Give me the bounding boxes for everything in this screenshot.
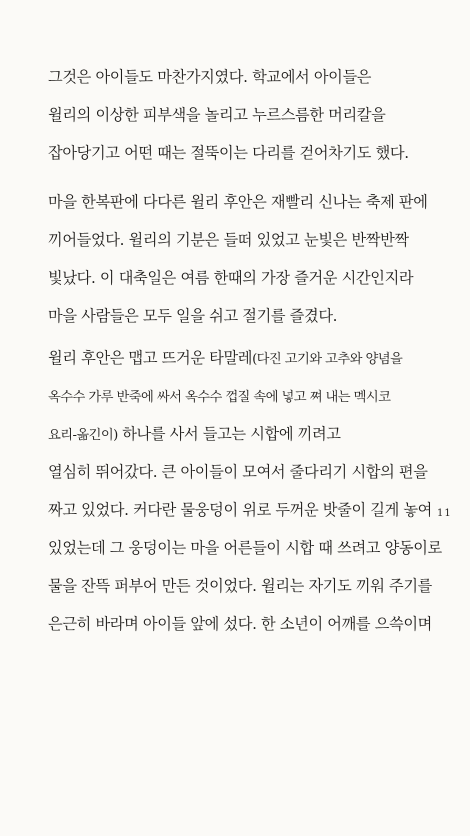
paragraph: [48, 58, 440, 172]
text-line: 빛났다. 이 대축일은 여름 한때의 가장 즐거운 시간인지라: [48, 269, 414, 287]
text-line: 은근히 바라며 아이들 앞에 섰다. 한 소년이 어깨를 으쓱이며: [48, 615, 433, 633]
text-line: 잡아당기고 어떤 때는 절뚝이는 다리를 걷어차기도 했다.: [48, 144, 409, 162]
translator-note: 요리-옮긴이): [48, 428, 118, 443]
text-line: 있었는데 그 웅덩이는 마을 어른들이 시합 때 쓰려고 양동이로: [48, 539, 442, 557]
text-line: [48, 377, 440, 415]
line-text: 윌리 후안은 맵고 뜨거운 타말레: [48, 349, 253, 367]
text-line: 짜고 있었다. 커다란 물웅덩이 위로 두꺼운 밧줄이 길게 놓여: [48, 501, 433, 519]
line-text: 하나를 사서 들고는 시합에 끼려고: [117, 425, 341, 443]
text-line: 열심히 뛰어갔다. 큰 아이들이 모여서 줄다리기 시합의 편을: [48, 463, 428, 481]
text-line: [48, 415, 440, 453]
translator-note: (다진 고기와 고추와 양념을: [252, 352, 403, 367]
text-line: 윌리의 이상한 피부색을 놀리고 누르스름한 머리칼을: [48, 106, 386, 124]
page-number: 11: [437, 508, 452, 519]
text-line: 끼어들었다. 윌리의 기분은 들떠 있었고 눈빛은 반짝반짝: [48, 231, 409, 249]
text-line: 마을 한복판에 다다른 윌리 후안은 재빨리 신나는 축제 판에: [48, 193, 428, 211]
translator-note: 옥수수 가루 반죽에 싸서 옥수수 껍질 속에 넣고 쪄 내는 멕시코: [48, 390, 391, 405]
text-line: [48, 339, 440, 377]
paragraph: [48, 183, 440, 335]
text-line: 물을 잔뜩 퍼부어 만든 것이었다. 윌리는 자기도 끼워 주기를: [48, 577, 433, 595]
paragraph: [48, 339, 440, 643]
text-line: 마을 사람들은 모두 일을 쉬고 절기를 즐겼다.: [48, 307, 338, 325]
text-line: 그것은 아이들도 마찬가지였다. 학교에서 아이들은: [48, 68, 372, 86]
